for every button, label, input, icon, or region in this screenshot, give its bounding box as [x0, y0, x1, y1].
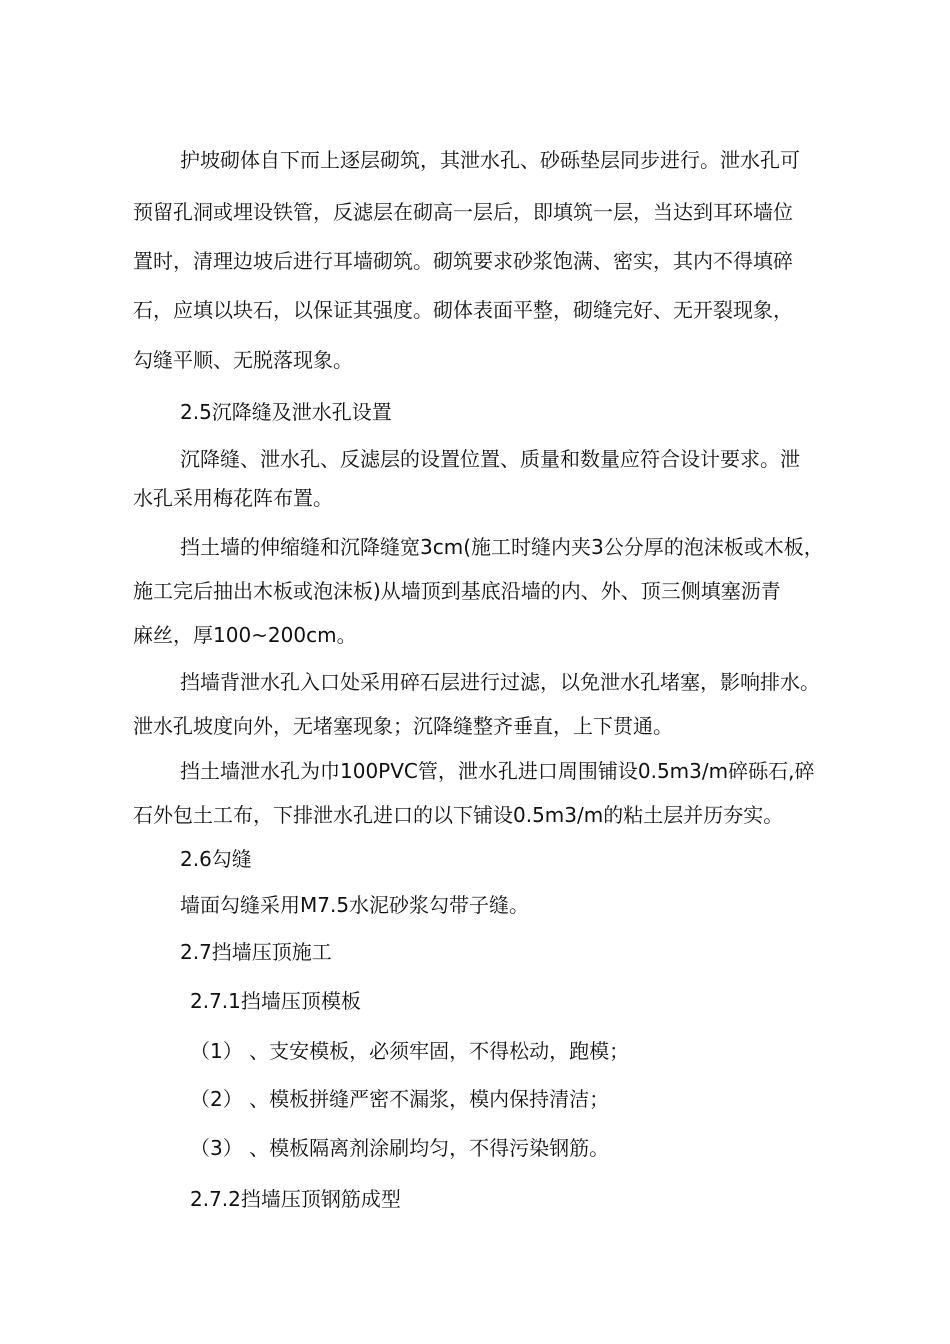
paragraph-line: 置时，清理边坡后进行耳墙砌筑。砌筑要求砂浆饱满、密实，其内不得填碎	[133, 249, 793, 273]
paragraph-line: 挡墙背泄水孔入口处采用碎石层进行过滤，以免泄水孔堵塞，影响排水。	[180, 670, 820, 694]
subsection-heading: 2.7.1挡墙压顶模板	[190, 989, 361, 1013]
paragraph-line: 麻丝，厚100~200cm。	[133, 623, 357, 647]
paragraph-line: 泄水孔坡度向外，无堵塞现象；沉降缝整齐垂直，上下贯通。	[133, 714, 673, 738]
paragraph-line: 挡土墙的伸缩缝和沉降缝宽3cm(施工时缝内夹3公分厚的泡沫板或木板，	[180, 535, 824, 559]
section-heading: 2.5沉降缝及泄水孔设置	[180, 400, 392, 424]
paragraph-line: 挡土墙泄水孔为巾100PVC管，泄水孔进口周围铺设0.5m3/m碎砾石,碎	[180, 759, 815, 783]
paragraph-line: 墙面勾缝采用M7.5水泥砂浆勾带子缝。	[180, 893, 530, 917]
paragraph-line: 石外包土工布，下排泄水孔进口的以下铺设0.5m3/m的粘土层并历夯实。	[133, 803, 784, 827]
paragraph-line: 护坡砌体自下而上逐层砌筑，其泄水孔、砂砾垫层同步进行。泄水孔可	[180, 148, 800, 172]
list-item: （1） 、支安模板，必须牢固，不得松动，跑模；	[190, 1039, 630, 1063]
subsection-heading: 2.7.2挡墙压顶钢筋成型	[190, 1187, 401, 1211]
section-heading: 2.7挡墙压顶施工	[180, 940, 332, 964]
paragraph-line: 石，应填以块石，以保证其强度。砌体表面平整，砌缝完好、无开裂现象，	[133, 298, 793, 322]
paragraph-line: 施工完后抽出木板或泡沫板)从墙顶到基底沿墙的内、外、顶三侧填塞沥青	[133, 579, 781, 603]
paragraph-line: 预留孔洞或埋设铁管，反滤层在砌高一层后，即填筑一层，当达到耳环墙位	[133, 200, 793, 224]
paragraph-line: 勾缝平顺、无脱落现象。	[133, 348, 353, 372]
list-item: （2） 、模板拼缝严密不漏浆，模内保持清洁；	[190, 1087, 610, 1111]
section-heading: 2.6勾缝	[180, 847, 252, 871]
list-item: （3） 、模板隔离剂涂刷均匀，不得污染钢筋。	[190, 1136, 610, 1160]
paragraph-line: 沉降缝、泄水孔、反滤层的设置位置、质量和数量应符合设计要求。泄	[180, 447, 800, 471]
paragraph-line: 水孔采用梅花阵布置。	[133, 486, 333, 510]
